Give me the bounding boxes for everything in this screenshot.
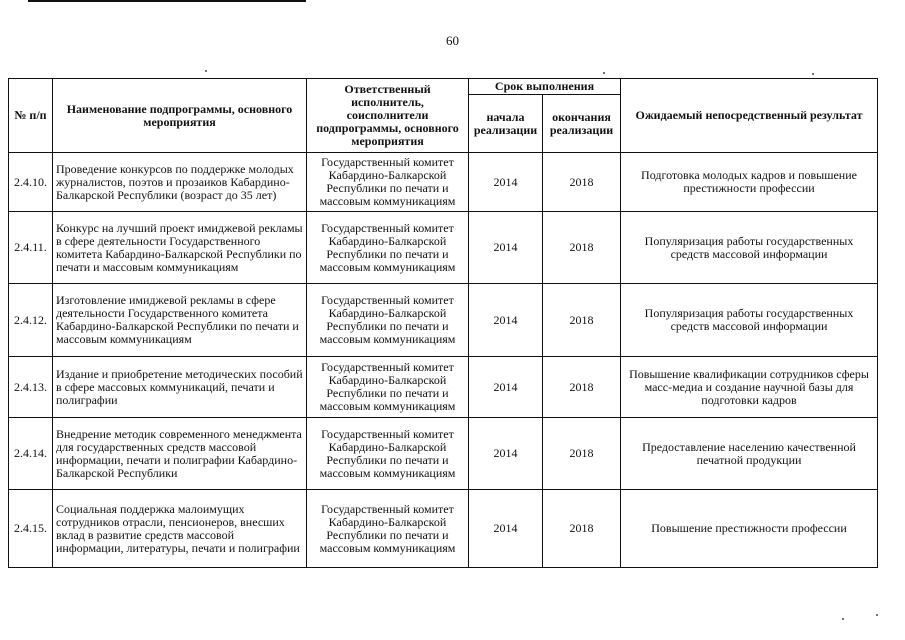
row-start: 2014: [469, 418, 543, 490]
page-number: 60: [446, 33, 459, 48]
row-executor: Государственный комитет Кабардино-Балкарской Республики по печати и массовым коммуникациям: [307, 153, 469, 212]
scan-speck: [603, 72, 605, 74]
row-executor: Государственный комитет Кабардино-Балкарской Республики по печати и массовым коммуникациям: [307, 357, 469, 418]
header-executor: Ответственный исполнитель, соисполнители подпрограммы, основного мероприятия: [307, 79, 469, 153]
header-end: окончания реализации: [543, 95, 621, 153]
table-row: [9, 418, 878, 490]
table-row: [9, 490, 878, 568]
table-row: [9, 153, 878, 212]
row-result: Популяризация работы государственных средств массовой информации: [621, 284, 878, 357]
row-start: 2014: [469, 212, 543, 284]
row-num: 2.4.11.: [9, 212, 53, 284]
row-start: 2014: [469, 284, 543, 357]
row-executor: Государственный комитет Кабардино-Балкарской Республики по печати и массовым коммуникациям: [307, 284, 469, 357]
row-end: 2018: [543, 418, 621, 490]
row-start: 2014: [469, 490, 543, 568]
table-row: [9, 284, 878, 357]
header-start: начала реализации: [469, 95, 543, 153]
row-end: 2018: [543, 212, 621, 284]
table-row: [9, 357, 878, 418]
row-result: Повышение квалификации сотрудников сферы масс-медиа и создание научной базы для подготовки кадров: [621, 357, 878, 418]
row-name: Изготовление имиджевой рекламы в сфере деятельности Государственного комитета Кабардино-Балкарской Республики по печати и массовым коммуникациям: [53, 284, 307, 357]
header-period: Срок выполнения: [469, 79, 621, 95]
row-start: 2014: [469, 153, 543, 212]
row-num: 2.4.13.: [9, 357, 53, 418]
row-num: 2.4.10.: [9, 153, 53, 212]
row-num: 2.4.15.: [9, 490, 53, 568]
row-executor: Государственный комитет Кабардино-Балкарской Республики по печати и массовым коммуникациям: [307, 490, 469, 568]
row-end: 2018: [543, 153, 621, 212]
scan-speck: [205, 70, 207, 72]
program-table: [8, 78, 878, 568]
header-num: № п/п: [9, 79, 53, 153]
row-end: 2018: [543, 284, 621, 357]
row-name: Издание и приобретение методических пособий в сфере массовых коммуникаций, печати и полиграфии: [53, 357, 307, 418]
header-result: Ожидаемый непосредственный результат: [621, 79, 878, 153]
scan-speck: [842, 618, 844, 620]
row-name: Внедрение методик современного менеджмента для государственных средств массовой информации, печати и полиграфии Кабардино-Балкарской Республики: [53, 418, 307, 490]
scan-speck: [812, 73, 814, 75]
row-start: 2014: [469, 357, 543, 418]
header-name: Наименование подпрограммы, основного мероприятия: [53, 79, 307, 153]
row-name: Проведение конкурсов по поддержке молодых журналистов, поэтов и прозаиков Кабардино-Балкарской Республики (возраст до 35 лет): [53, 153, 307, 212]
row-result: Подготовка молодых кадров и повышение престижности профессии: [621, 153, 878, 212]
row-executor: Государственный комитет Кабардино-Балкарской Республики по печати и массовым коммуникациям: [307, 212, 469, 284]
row-result: Предоставление населению качественной печатной продукции: [621, 418, 878, 490]
row-name: Социальная поддержка малоимущих сотрудников отрасли, пенсионеров, внесших вклад в развитие средств массовой информации, литературы, печати и полиграфии: [53, 490, 307, 568]
top-rule: [28, 0, 306, 2]
row-end: 2018: [543, 490, 621, 568]
row-num: 2.4.12.: [9, 284, 53, 357]
row-end: 2018: [543, 357, 621, 418]
row-executor: Государственный комитет Кабардино-Балкарской Республики по печати и массовым коммуникациям: [307, 418, 469, 490]
row-result: Популяризация работы государственных средств массовой информации: [621, 212, 878, 284]
row-result: Повышение престижности профессии: [621, 490, 878, 568]
row-name: Конкурс на лучший проект имиджевой рекламы в сфере деятельности Государственного комитета Кабардино-Балкарской Республики по печати и массовым коммуникациям: [53, 212, 307, 284]
row-num: 2.4.14.: [9, 418, 53, 490]
scan-speck: [876, 614, 878, 616]
table-row: [9, 212, 878, 284]
